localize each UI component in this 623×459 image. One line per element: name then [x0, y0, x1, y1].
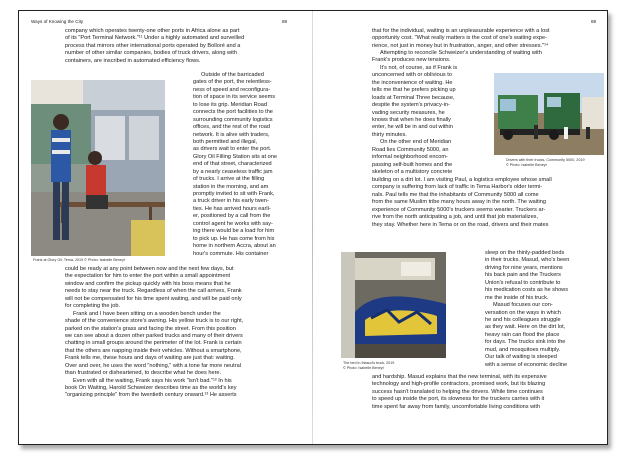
text-line: as drivers wait to enter the port.: [193, 146, 272, 153]
photo-frank-glory-oil: [31, 80, 165, 256]
text-line: to lose its grip. Meridian Road: [193, 101, 267, 108]
text-line: they stay. Whether here in Tema or on the road, drivers and their mates: [372, 221, 549, 228]
text-line: in their trucks. Masud, who's been: [485, 257, 570, 264]
text-line: a truck driver in his early twen-: [193, 198, 269, 205]
text-line: of its "Port Terminal Network."¹¹ Under a highly automated and surveilled: [65, 35, 245, 42]
book-spread: [18, 10, 608, 445]
text-line: despite the system's privacy-in-: [372, 102, 450, 109]
text-line: tells me that he prefers picking up: [372, 87, 456, 94]
text-line: driving for nine years, mentions: [485, 264, 563, 271]
photo-frank-image: [31, 80, 165, 256]
left-top-paragraph: [65, 28, 305, 65]
text-line: company which operates twenty-one other ports in Africa alone as part: [65, 28, 240, 34]
text-line: sleep on the thinly-padded beds: [485, 250, 565, 256]
text-line: success hasn't translated to helping the drivers. While time continues: [372, 388, 543, 395]
text-line: needs to stay near the truck. Regardless of when the call arrives, Frank: [65, 288, 242, 295]
text-line: the inconvenience of waiting. He: [372, 79, 453, 86]
caption-line: © Photo: Isabelle Beneyt: [343, 366, 384, 370]
text-line: skeleton of a multistory concrete: [372, 169, 453, 175]
text-line: he and his colleagues struggle: [485, 316, 561, 323]
text-line: number of other similar companies, bodies of truck drivers, along with: [65, 50, 237, 57]
text-line: Glory Oil Filling Station sits at one: [193, 153, 277, 160]
caption-line: Drivers with their trucks, Community 5000, 2019: [506, 158, 585, 162]
text-line: control agent he works with say-: [193, 220, 273, 227]
text-line: process that mirrors other international ports operated by Bolloré and a: [65, 42, 241, 49]
text-line: Our talk of waiting is steeped: [485, 354, 557, 361]
text-line: shade of the convenience store's awning. His yellow truck is to our right,: [65, 318, 244, 325]
text-line: that for the individual, waiting is an unpleasurable experience with a lost: [372, 28, 550, 34]
text-line: his back pain and the Truckers: [485, 272, 561, 279]
text-line: Attempting to reconcile Schweizer's understanding of waiting with: [380, 50, 542, 56]
text-line: opportunity cost. "What really matters is the cost of one's waiting expe-: [372, 35, 547, 42]
text-line: Frank tells me, these hours and days of waiting are just that: waiting.: [65, 355, 235, 362]
text-line: mud, and mosquitoes multiply.: [485, 346, 561, 353]
left-bottom-paragraphs: [65, 266, 305, 400]
text-line: for days. The trucks sink into the: [485, 339, 566, 346]
left-wrap-column: [193, 72, 305, 258]
text-line: ing there would be a load for him: [193, 228, 275, 235]
text-line: book On Waiting, Harold Schweizer describes time as the world's key: [65, 385, 237, 391]
text-line: to pick up. He has come from his: [193, 235, 275, 242]
text-line: unconcerned with or oblivious to: [372, 72, 452, 79]
text-line: connects the port facilities to the: [193, 109, 273, 116]
caption-right-top: [506, 158, 585, 168]
text-line: Frank and I have been sitting on a wooden bench under the: [73, 310, 221, 317]
text-line: time spent far away from family, uncomfortable living conditions with: [372, 403, 541, 410]
right-top-paragraph: [372, 28, 602, 50]
right-bottom-paragraph: [372, 374, 602, 411]
text-line: home in northern Accra, about an: [193, 243, 276, 250]
text-line: promptly invited to sit with Frank,: [193, 191, 275, 197]
page-number-right: 89: [591, 19, 597, 24]
text-line: me the inside of his truck.: [485, 294, 549, 301]
text-line: Masud focuses our con-: [493, 302, 553, 309]
text-line: Even with all the waiting, Frank says his work "isn't bad."¹² In his: [73, 377, 232, 384]
text-line: will not be compensated for his time spent waiting, and will be paid only: [65, 295, 242, 302]
text-line: could be ready at any point between now and the next few days, but: [65, 266, 234, 272]
text-line: containers, are inscribed in automated efficiency flows.: [65, 57, 201, 64]
text-line: ness of speed and reconfigura-: [193, 86, 271, 93]
text-line: the expectation for him to enter the port within a small appointment: [65, 273, 231, 280]
text-line: offices, and the rest of the road: [193, 124, 271, 131]
text-line: we can see about a dozen other parked trucks and many of their drivers: [65, 332, 243, 339]
text-line: enter, he will be in and out within: [372, 124, 453, 131]
text-line: building on a dirt lot. I am visiting Paul, a logistics employee whose small: [372, 177, 552, 183]
text-line: Frank's produces new tensions.: [372, 57, 451, 64]
text-line: ties. He has arrived hours earli-: [193, 205, 271, 212]
text-line: chatting in small groups around the perimeter of the lot. Frank is certain: [65, 340, 242, 347]
text-line: of trucks. I arrive at the filling: [193, 176, 265, 183]
text-line: parked on the station's grass and facing the street. From this position: [65, 325, 236, 332]
photo-truck-bed-image: [341, 252, 446, 358]
running-head: Ways of Knowing the City: [31, 19, 84, 24]
text-line: than frustrated or disheartened, to describe what he does here.: [65, 370, 222, 377]
page-number-left: 88: [282, 19, 288, 24]
right-wrap-column-bottom: [485, 250, 603, 369]
text-line: station in the morning, and am: [193, 183, 269, 190]
text-line: er, positioned by a call from the: [193, 213, 271, 220]
text-line: experience of Community 5000's truckers seems wearier. Truckers ar-: [372, 206, 546, 213]
text-line: Over and over, he uses the word "nothing," with a tone far more neutral: [65, 362, 241, 369]
text-line: rive from the north anticipating a job, and until that job materializes,: [372, 214, 539, 221]
text-line: both permitted and illegal,: [193, 138, 258, 145]
photo-drivers-trucks: [494, 73, 604, 155]
text-line: On the other end of Meridian: [380, 139, 452, 146]
text-line: vading security measures, he: [372, 109, 445, 116]
text-line: his medication costs as he shows: [485, 287, 569, 294]
text-line: end of that street, characterized: [193, 161, 272, 168]
text-line: informal neighborhood encom-: [372, 154, 448, 161]
text-line: surrounding community logistics: [193, 116, 273, 123]
text-line: "organizing principle" from the twentieth century onward.¹³ He asserts: [65, 392, 237, 399]
text-line: loads at Terminal Three because,: [372, 94, 455, 101]
text-line: network. It is alive with traders,: [193, 131, 270, 138]
text-line: hour's commute. His container: [193, 250, 269, 257]
text-line: that the others are napping inside their vehicles. Without a smartphone,: [65, 347, 242, 354]
photo-truck-bed: [341, 252, 446, 358]
gutter: [312, 11, 313, 444]
caption-line: The bed in Masud's truck, 2019: [343, 361, 395, 365]
text-line: for completing the job.: [65, 303, 121, 310]
text-line: technology and high-profile contractors, promised work, but its blazing: [372, 381, 546, 388]
photo-drivers-trucks-image: [494, 73, 604, 155]
text-line: company is suffering from lack of traffic in Tema Harbor's older termi-: [372, 184, 543, 191]
text-line: passing self-built homes and the: [372, 161, 453, 168]
text-line: It's not, of course, as if Frank is: [380, 64, 458, 71]
text-line: from the same Muslim tribe many hours away in the north. The waiting: [372, 199, 546, 206]
caption-right-bottom: [343, 361, 394, 371]
text-line: rience, not just in money but in frustration, anger, and other stresses."¹⁴: [372, 42, 549, 49]
text-line: gates of the port, the relentless-: [193, 79, 272, 86]
caption-left: Frank at Glory Oil, Tema, 2019 © Photo: Isabelle Beneyt: [33, 258, 125, 262]
text-line: Outside of the barricaded: [201, 72, 264, 78]
text-line: versation on the ways in which: [485, 309, 561, 316]
text-line: heavy rain can flood the place: [485, 331, 560, 338]
right-middle-paragraph: [372, 177, 602, 229]
text-line: nals. Paul tells me that the inhabitants of Community 5000 all come: [372, 191, 539, 198]
caption-line: © Photo: Isabelle Beneyt: [506, 163, 547, 167]
text-line: with a sense of economic decline: [485, 361, 568, 368]
text-line: and hardship. Masud explains that the new terminal, with its expensive: [372, 374, 547, 380]
text-line: as they wait. Here on the dirt lot,: [485, 324, 566, 331]
text-line: Road lies Community 5000, an: [372, 146, 449, 153]
text-line: thirty minutes.: [372, 131, 407, 138]
text-line: to speed up inside the port, its slowness for the truckers carries with it: [372, 396, 545, 403]
text-line: tion of space in its service seems: [193, 94, 276, 101]
text-line: by a nearly ceaseless traffic jam: [193, 168, 273, 175]
text-line: knows that when he does finally: [372, 116, 451, 123]
text-line: Union's refusal to contribute to: [485, 279, 561, 286]
text-line: window and confirm the pickup quickly with his boss means that he: [65, 280, 231, 287]
